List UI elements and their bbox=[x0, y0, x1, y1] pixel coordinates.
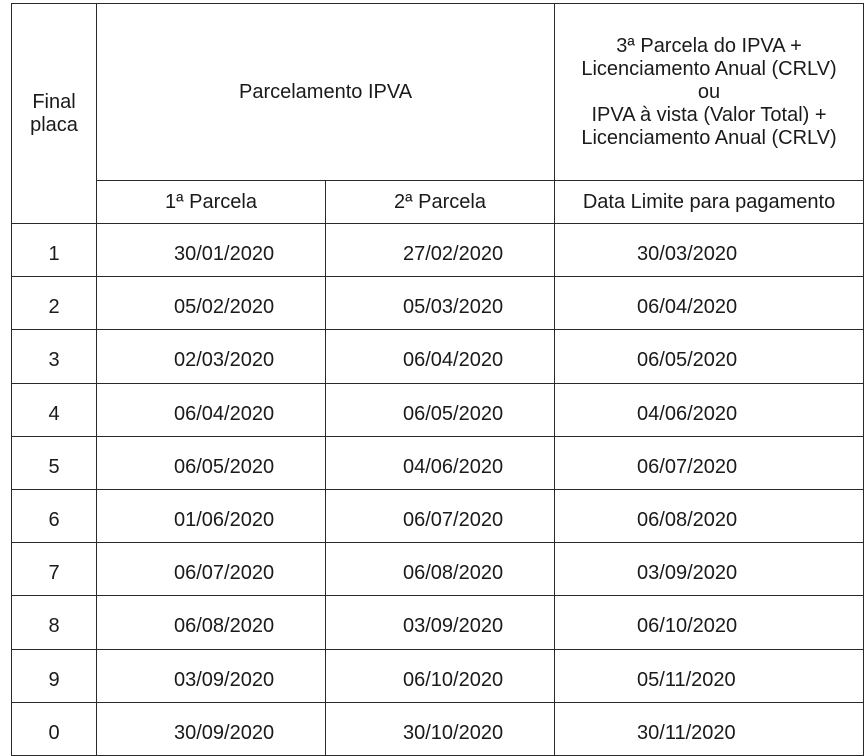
table-row bbox=[12, 702, 864, 755]
table-row bbox=[12, 224, 864, 277]
third-col-line-5: Licenciamento Anual (CRLV) bbox=[581, 126, 837, 149]
final-placa-cell: 8 bbox=[12, 596, 97, 649]
parcela-2-header: 2ª Parcela bbox=[326, 181, 555, 224]
final-placa-cell: 4 bbox=[12, 383, 97, 436]
parcela-2-cell: 06/10/2020 bbox=[326, 649, 555, 702]
final-placa-line-1: Final bbox=[32, 90, 76, 113]
final-placa-cell: 0 bbox=[12, 702, 97, 755]
third-col-line-4: IPVA à vista (Valor Total) + bbox=[591, 103, 827, 126]
parcela-2-cell: 06/04/2020 bbox=[326, 330, 555, 383]
table-row bbox=[12, 436, 864, 489]
parcela-2-cell: 06/07/2020 bbox=[326, 489, 555, 542]
parcela-1-cell: 05/02/2020 bbox=[97, 277, 326, 330]
parcela-1-cell: 30/01/2020 bbox=[97, 224, 326, 277]
parcela-2-cell: 06/05/2020 bbox=[326, 383, 555, 436]
table-row bbox=[12, 277, 864, 330]
third-col-line-2: Licenciamento Anual (CRLV) bbox=[581, 57, 837, 80]
data-limite-cell: 06/04/2020 bbox=[555, 277, 864, 330]
final-placa-cell: 1 bbox=[12, 224, 97, 277]
third-col-line-1: 3ª Parcela do IPVA + bbox=[616, 34, 802, 57]
data-limite-cell: 04/06/2020 bbox=[555, 383, 864, 436]
final-placa-cell: 9 bbox=[12, 649, 97, 702]
data-limite-cell: 05/11/2020 bbox=[555, 649, 864, 702]
final-placa-cell: 3 bbox=[12, 330, 97, 383]
parcela-1-cell: 02/03/2020 bbox=[97, 330, 326, 383]
table-row bbox=[12, 330, 864, 383]
parcela-1-cell: 06/05/2020 bbox=[97, 436, 326, 489]
final-placa-cell: 2 bbox=[12, 277, 97, 330]
table-row bbox=[12, 543, 864, 596]
final-placa-line-2: placa bbox=[30, 113, 78, 136]
parcela-2-cell: 27/02/2020 bbox=[326, 224, 555, 277]
data-limite-cell: 06/05/2020 bbox=[555, 330, 864, 383]
final-placa-cell: 6 bbox=[12, 489, 97, 542]
third-col-line-3: ou bbox=[697, 80, 721, 103]
table-row bbox=[12, 383, 864, 436]
parcela-1-cell: 01/06/2020 bbox=[97, 489, 326, 542]
final-placa-cell: 5 bbox=[12, 436, 97, 489]
parcela-2-cell: 06/08/2020 bbox=[326, 543, 555, 596]
ipva-schedule-table bbox=[11, 3, 864, 756]
third-parcela-header bbox=[555, 4, 864, 181]
data-limite-cell: 03/09/2020 bbox=[555, 543, 864, 596]
data-limite-cell: 30/03/2020 bbox=[555, 224, 864, 277]
parcela-1-cell: 03/09/2020 bbox=[97, 649, 326, 702]
header-row-top bbox=[12, 4, 864, 181]
parcela-2-cell: 05/03/2020 bbox=[326, 277, 555, 330]
table-row bbox=[12, 649, 864, 702]
parcela-1-cell: 30/09/2020 bbox=[97, 702, 326, 755]
parcela-1-cell: 06/04/2020 bbox=[97, 383, 326, 436]
parcela-1-cell: 06/08/2020 bbox=[97, 596, 326, 649]
table-row bbox=[12, 596, 864, 649]
data-limite-cell: 06/10/2020 bbox=[555, 596, 864, 649]
table-row bbox=[12, 489, 864, 542]
parcela-2-cell: 03/09/2020 bbox=[326, 596, 555, 649]
header-row-sub bbox=[12, 181, 864, 224]
table-body bbox=[12, 224, 864, 756]
data-limite-cell: 06/08/2020 bbox=[555, 489, 864, 542]
parcela-1-header: 1ª Parcela bbox=[97, 181, 326, 224]
final-placa-cell: 7 bbox=[12, 543, 97, 596]
parcela-2-cell: 04/06/2020 bbox=[326, 436, 555, 489]
data-limite-cell: 06/07/2020 bbox=[555, 436, 864, 489]
data-limite-header: Data Limite para pagamento bbox=[555, 181, 864, 224]
final-placa-header bbox=[12, 4, 97, 224]
data-limite-cell: 30/11/2020 bbox=[555, 702, 864, 755]
parcela-2-cell: 30/10/2020 bbox=[326, 702, 555, 755]
parcelamento-header: Parcelamento IPVA bbox=[97, 4, 555, 181]
parcela-1-cell: 06/07/2020 bbox=[97, 543, 326, 596]
